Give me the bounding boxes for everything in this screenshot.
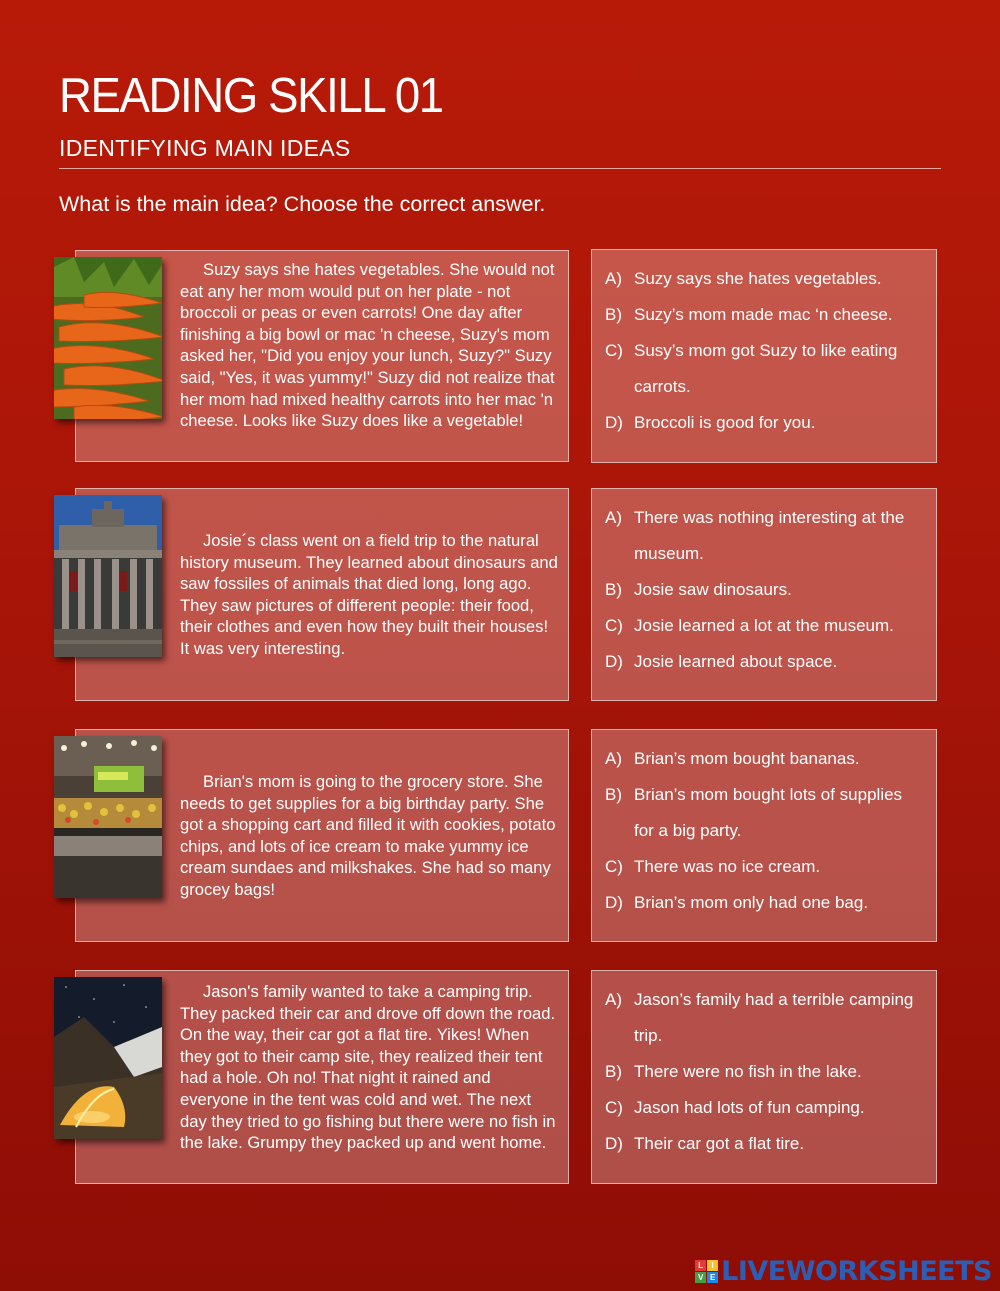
- answer-option[interactable]: A) Jason’s family had a terrible camping trip.: [605, 990, 914, 1045]
- grocery-store-image: [54, 736, 162, 898]
- answer-list: [605, 500, 926, 680]
- answer-option[interactable]: A) There was nothing interesting at the museum.: [605, 508, 905, 563]
- answer-option[interactable]: A) Brian’s mom bought bananas.: [605, 749, 860, 768]
- answer-option[interactable]: B) Josie saw dinosaurs.: [605, 580, 792, 599]
- answer-option[interactable]: C) Jason had lots of fun camping.: [605, 1098, 865, 1117]
- logo-blocks-icon: L I V E: [695, 1260, 718, 1283]
- answer-list: [605, 741, 926, 921]
- passage-text: Josie´s class went on a field trip to the natural history museum. They learned about dinosaurs and saw fossiles of animals that died long, long ago. They saw pictures of different people: their food, their clothes and even how they built their houses! It was very interesting.: [180, 531, 558, 658]
- answer-option[interactable]: B) There were no fish in the lake.: [605, 1062, 862, 1081]
- logo-text: LIVEWORKSHEETS: [721, 1255, 992, 1287]
- passage-text: Suzy says she hates vegetables. She would not eat any her mom would put on her plate - not broccoli or peas or even carrots! One day after finishing a big bowl or mac 'n cheese, Suzy's mom asked her, "Did you enjoy your lunch, Suzy?" Suzy said, "Yes, it was yummy!" Suzy did not realize that her mom had mixed healthy carrots into her mac 'n cheese. Looks like Suzy does like a vegetable!: [180, 260, 555, 431]
- answer-option[interactable]: D) Broccoli is good for you.: [605, 413, 816, 432]
- answer-option[interactable]: A) Suzy says she hates vegetables.: [605, 269, 882, 288]
- carrots-image: [54, 257, 162, 419]
- answer-option[interactable]: C) Josie learned a lot at the museum.: [605, 616, 894, 635]
- answer-list: [605, 261, 926, 441]
- passage-text: Jason's family wanted to take a camping trip. They packed their car and drove off down the road. On the way, their car got a flat tire. Yikes! When they got to their camp site, they realized their tent had a hole. Oh no! That night it rained and everyone in the tent was cold and wet. The next day they tried to go fishing but there were no fish in the lake. Grumpy they packed up and went home.: [180, 982, 556, 1153]
- answer-card-1: [591, 249, 937, 463]
- camping-tent-image: [54, 977, 162, 1139]
- answer-card-2: [591, 488, 937, 701]
- page-title: READING SKILL 01: [59, 69, 443, 123]
- answer-list: [605, 982, 926, 1162]
- museum-image: [54, 495, 162, 657]
- answer-option[interactable]: B) Brian’s mom bought lots of supplies for a big party.: [605, 785, 903, 840]
- header-divider: [59, 168, 941, 169]
- answer-option[interactable]: D) Their car got a flat tire.: [605, 1134, 805, 1153]
- answer-option[interactable]: B) Suzy’s mom made mac ‘n cheese.: [605, 305, 893, 324]
- passage-text: Brian's mom is going to the grocery store. She needs to get supplies for a big birthday party. She got a shopping cart and filled it with cookies, potato chips, and lots of ice cream to make yummy ice cream sundaes and milkshakes. She had so many grocey bags!: [180, 772, 556, 899]
- answer-option[interactable]: D) Josie learned about space.: [605, 652, 838, 671]
- answer-option[interactable]: C) There was no ice cream.: [605, 857, 821, 876]
- instruction-text: What is the main idea? Choose the correct answer.: [59, 192, 546, 216]
- page-subtitle: IDENTIFYING MAIN IDEAS: [59, 135, 351, 161]
- answer-card-3: [591, 729, 937, 942]
- answer-option[interactable]: D) Brian’s mom only had one bag.: [605, 893, 869, 912]
- liveworksheets-logo[interactable]: [695, 1256, 992, 1286]
- answer-option[interactable]: C) Susy’s mom got Suzy to like eating carrots.: [605, 341, 898, 396]
- answer-card-4: [591, 970, 937, 1184]
